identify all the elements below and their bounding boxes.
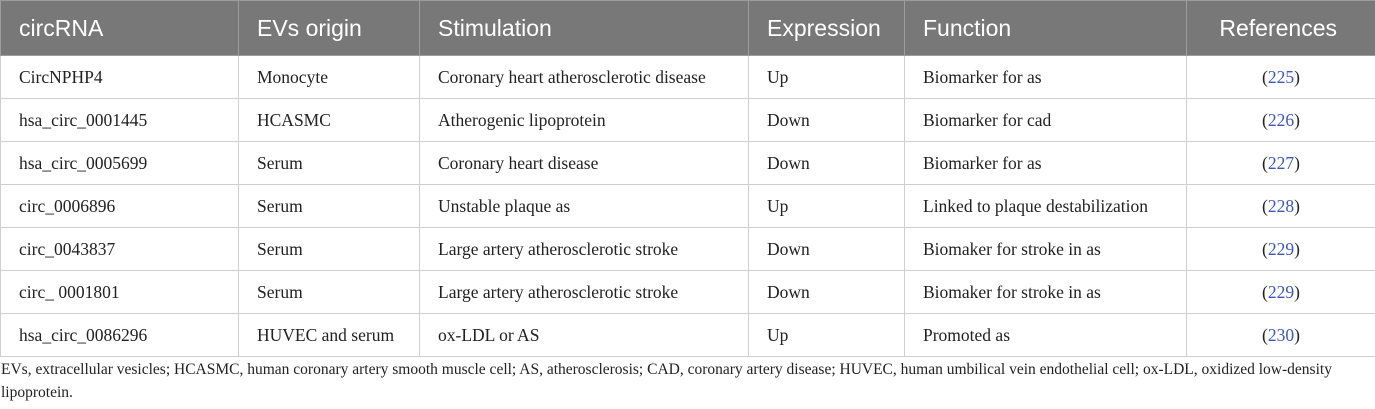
cell-stimulation: Coronary heart atherosclerotic disease — [420, 56, 749, 99]
cell-function: Biomarker for cad — [905, 99, 1187, 142]
table-row — [1, 142, 1375, 185]
header-stimulation: Stimulation — [420, 1, 749, 56]
cell-function: Biomaker for stroke in as — [905, 228, 1187, 271]
cell-reference: (228) — [1187, 185, 1375, 228]
cell-origin: Serum — [239, 142, 420, 185]
cell-circrna: hsa_circ_0001445 — [1, 99, 239, 142]
reference-link[interactable]: 229 — [1267, 281, 1295, 302]
cell-expression: Down — [749, 228, 905, 271]
reference-link[interactable]: 227 — [1267, 152, 1295, 173]
header-row — [1, 1, 1375, 56]
cell-expression: Up — [749, 56, 905, 99]
reference-link[interactable]: 226 — [1267, 109, 1295, 130]
cell-origin: Serum — [239, 228, 420, 271]
cell-function: Linked to plaque destabilization — [905, 185, 1187, 228]
table-footnote: EVs, extracellular vesicles; HCASMC, human coronary artery smooth muscle cell; AS, atherosclerosis; CAD, coronary artery disease; HUVEC, human umbilical vein endothelial cell; ox-LDL, oxidized low-density lipoprotein. — [1, 361, 1332, 401]
cell-reference: (225) — [1187, 56, 1375, 99]
header-references: References — [1187, 1, 1375, 56]
reference-link[interactable]: 229 — [1267, 238, 1295, 259]
cell-stimulation: Large artery atherosclerotic stroke — [420, 228, 749, 271]
cell-stimulation: Unstable plaque as — [420, 185, 749, 228]
cell-reference: (227) — [1187, 142, 1375, 185]
cell-function: Biomarker for as — [905, 56, 1187, 99]
cell-expression: Down — [749, 99, 905, 142]
cell-function: Biomarker for as — [905, 142, 1187, 185]
cell-circrna: circ_ 0001801 — [1, 271, 239, 314]
header-evs-origin: EVs origin — [239, 1, 420, 56]
table-row — [1, 56, 1375, 99]
table-row — [1, 228, 1375, 271]
reference-link[interactable]: 230 — [1267, 324, 1295, 345]
reference-link[interactable]: 228 — [1267, 195, 1295, 216]
table-row — [1, 314, 1375, 357]
cell-function: Biomaker for stroke in as — [905, 271, 1187, 314]
cell-stimulation: Coronary heart disease — [420, 142, 749, 185]
cell-origin: HUVEC and serum — [239, 314, 420, 357]
cell-origin: Monocyte — [239, 56, 420, 99]
cell-origin: Serum — [239, 185, 420, 228]
table-row — [1, 271, 1375, 314]
cell-origin: HCASMC — [239, 99, 420, 142]
cell-circrna: hsa_circ_0086296 — [1, 314, 239, 357]
cell-reference: (230) — [1187, 314, 1375, 357]
table-row — [1, 99, 1375, 142]
cell-circrna: hsa_circ_0005699 — [1, 142, 239, 185]
cell-origin: Serum — [239, 271, 420, 314]
cell-stimulation: ox-LDL or AS — [420, 314, 749, 357]
reference-link[interactable]: 225 — [1267, 66, 1295, 87]
header-expression: Expression — [749, 1, 905, 56]
header-function: Function — [905, 1, 1187, 56]
cell-reference: (229) — [1187, 228, 1375, 271]
cell-circrna: circ_0006896 — [1, 185, 239, 228]
cell-reference: (229) — [1187, 271, 1375, 314]
cell-expression: Up — [749, 314, 905, 357]
cell-expression: Down — [749, 271, 905, 314]
cell-circrna: CircNPHP4 — [1, 56, 239, 99]
cell-circrna: circ_0043837 — [1, 228, 239, 271]
cell-stimulation: Atherogenic lipoprotein — [420, 99, 749, 142]
cell-expression: Up — [749, 185, 905, 228]
cell-expression: Down — [749, 142, 905, 185]
header-circrna: circRNA — [1, 1, 239, 56]
table-row — [1, 185, 1375, 228]
cell-function: Promoted as — [905, 314, 1187, 357]
cell-reference: (226) — [1187, 99, 1375, 142]
cell-stimulation: Large artery atherosclerotic stroke — [420, 271, 749, 314]
